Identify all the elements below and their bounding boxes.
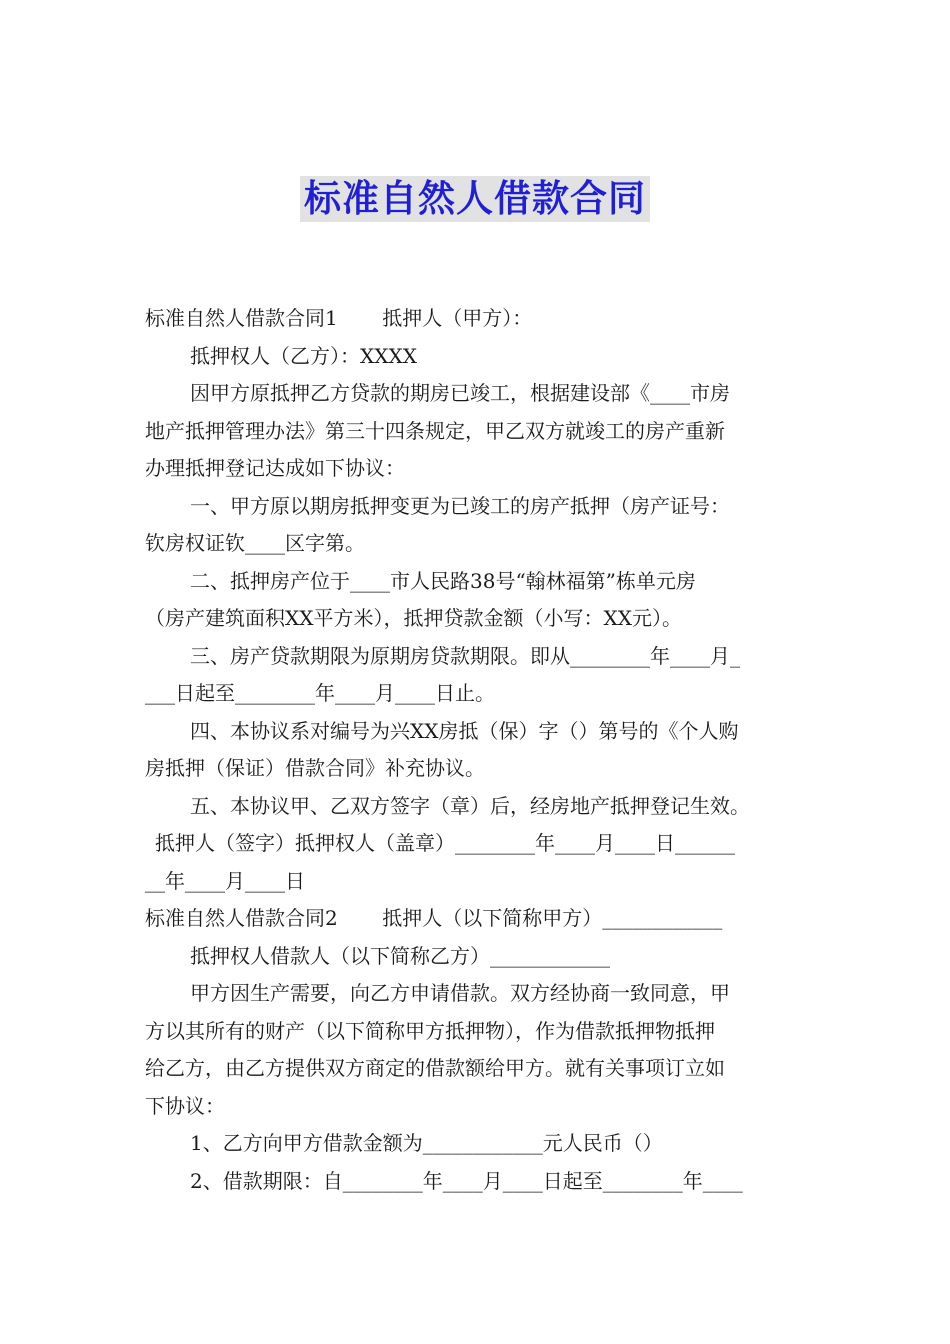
paragraph-line: 一、甲方原以期房抵押变更为已竣工的房产抵押（房产证号： [190,493,730,518]
paragraph-line: 五、本协议甲、乙双方签字（章）后，经房地产抵押登记生效。 [190,793,750,818]
paragraph-line: 地产抵押管理办法》第三十四条规定，甲乙双方就竣工的房产重新 [145,418,725,443]
paragraph-line: （房产建筑面积XX平方米），抵押贷款金额（小写：XX元）。 [145,606,682,630]
paragraph-line: 甲方因生产需要，向乙方申请借款。双方经协商一致同意，甲 [190,981,730,1005]
section-heading-line: 标准自然人借款合同2 抵押人（以下简称甲方）____________ [145,906,723,930]
paragraph-line: 房抵押（保证）借款合同》补充协议。 [145,756,485,780]
title-container [0,176,950,222]
paragraph-line: 抵押权人借款人（以下简称乙方）____________ [190,943,610,968]
document-body [145,300,810,1200]
paragraph-line: 下协议： [145,1093,225,1118]
paragraph-line: 1、乙方向甲方借款金额为____________元人民币（） [190,1131,663,1155]
paragraph-line: 钦房权证钦____区字第。 [145,531,365,555]
paragraph-line: 给乙方，由乙方提供双方商定的借款额给甲方。就有关事项订立如 [145,1056,725,1080]
document-title: 标准自然人借款合同 [300,176,650,222]
paragraph-line: __年____月____日 [145,868,305,893]
paragraph-line: 标准自然人借款合同1 抵押人（甲方）： [145,306,533,330]
paragraph-line: 2、借款期限：自________年____月____日起至________年____ [190,1168,743,1193]
signature-line: 抵押人（签字）抵押权人（盖章）________年____月____日______ [155,831,735,855]
paragraph-line: 二、抵押房产位于____市人民路38号“翰林福第”栋单元房 [190,568,696,593]
paragraph-line: 因甲方原抵押乙方贷款的期房已竣工，根据建设部《____市房 [190,381,730,405]
paragraph-line: 办理抵押登记达成如下协议： [145,456,405,480]
paragraph-line: 四、本协议系对编号为兴XX房抵（保）字（）第号的《个人购 [190,718,739,743]
paragraph-line: 方以其所有的财产（以下简称甲方抵押物），作为借款抵押物抵押 [145,1018,715,1043]
paragraph-line: 三、房产贷款期限为原期房贷款期限。即从________年____月_ [190,643,740,668]
paragraph-line: 抵押权人（乙方）：XXXX [190,343,417,368]
paragraph-line: ___日起至________年____月____日止。 [145,681,495,705]
